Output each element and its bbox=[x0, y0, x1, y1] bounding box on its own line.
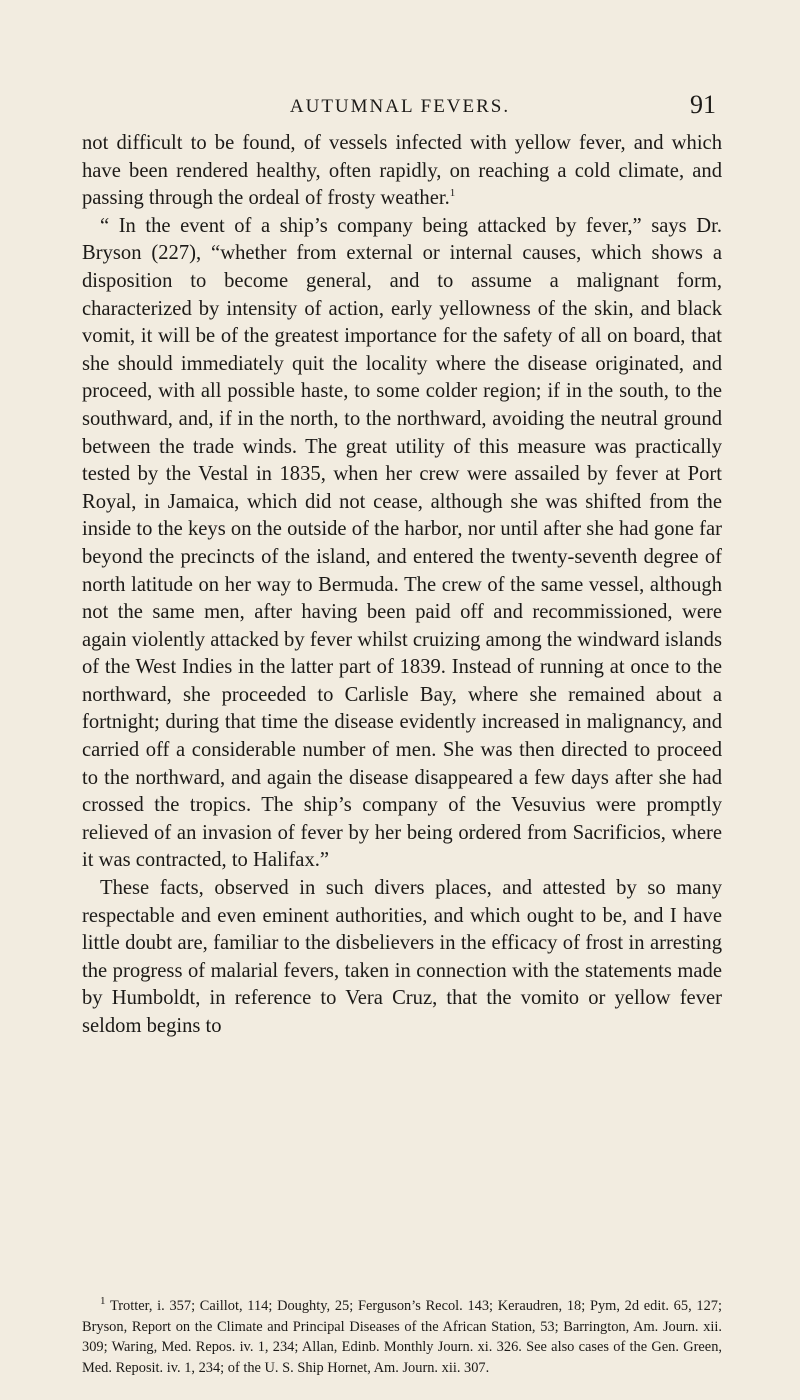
page-number: 91 bbox=[690, 90, 716, 119]
paragraph-3: These facts, observed in such divers places, and attested by so many respectable and even eminent authorities, and which ought to be, and I have little doubt are, familiar to the disbelievers in the efficacy of frost in arresting the progress of malarial fevers, taken in connection with the statements made by Humboldt, in reference to Vera Cruz, that the vomito or yellow fever seldom begins to bbox=[82, 877, 722, 1037]
footnote-reference: 1 bbox=[449, 187, 456, 200]
body-text bbox=[82, 130, 722, 1041]
footnote-text: Trotter, i. 357; Caillot, 114; Doughty, 25; Ferguson’s Recol. 143; Keraudren, 18; Pym, 2d edit. 65, 127; Bryson, Report on the Climate and Principal Diseases of the African Station, 53; Barrington, Am. Journ. xii. 309; Waring, Med. Repos. iv. 1, 234; Allan, Edinb. Monthly Journ. xi. 326. See also cases of the Gen. Green, Med. Reposit. iv. 1, 234; of the U. S. Ship Hornet, Am. Journ. xii. 307. bbox=[82, 1298, 722, 1376]
footnote-1 bbox=[82, 1296, 722, 1378]
footnote-mark: 1 bbox=[100, 1295, 106, 1308]
paragraph-1 bbox=[82, 130, 722, 213]
page-header bbox=[0, 90, 800, 126]
footnotes bbox=[82, 1296, 722, 1378]
paragraph-1-text: not difficult to be found, of vessels infected with yellow fever, and which have been rendered healthy, often rapidly, on reaching a cold climate, and passing through the ordeal of frosty weather. bbox=[82, 132, 722, 210]
paragraph-2: “ In the event of a ship’s company being attacked by fever,” says Dr. Bryson (227), “whether from external or internal causes, which shows a disposition to become general, and to assume a malignant form, characterized by intensity of action, early yellowness of the skin, and black vomit, it will be of the greatest importance for the safety of all on board, that she should immediately quit the locality where the disease originated, and proceed, with all possible haste, to some colder region; if in the south, to the southward, and, if in the north, to the northward, avoiding the neutral ground between the trade winds. The great utility of this measure was practically tested by the Vestal in 1835, when her crew were assailed by fever at Port Royal, in Jamaica, which did not cease, although she was shifted from the inside to the keys on the outside of the harbor, nor until after she had gone far beyond the precincts of the island, and entered the twenty-seventh degree of north latitude on her way to Bermuda. The crew of the same vessel, although not the same men, after having been paid off and recommissioned, were again violently attacked by fever whilst cruizing among the windward islands of the West Indies in the latter part of 1839. Instead of running at once to the northward, she proceeded to Carlisle Bay, where she remained about a fortnight; during that time the disease evidently increased in malignancy, and carried off a considerable number of men. She was then directed to proceed to the northward, and again the disease disappeared a few days after she had crossed the tropics. The ship’s company of the Vesuvius were promptly relieved of an invasion of fever by her being ordered from Sacrificios, where it was contracted, to Halifax.” bbox=[82, 214, 722, 872]
running-head: AUTUMNAL FEVERS. bbox=[289, 96, 511, 117]
